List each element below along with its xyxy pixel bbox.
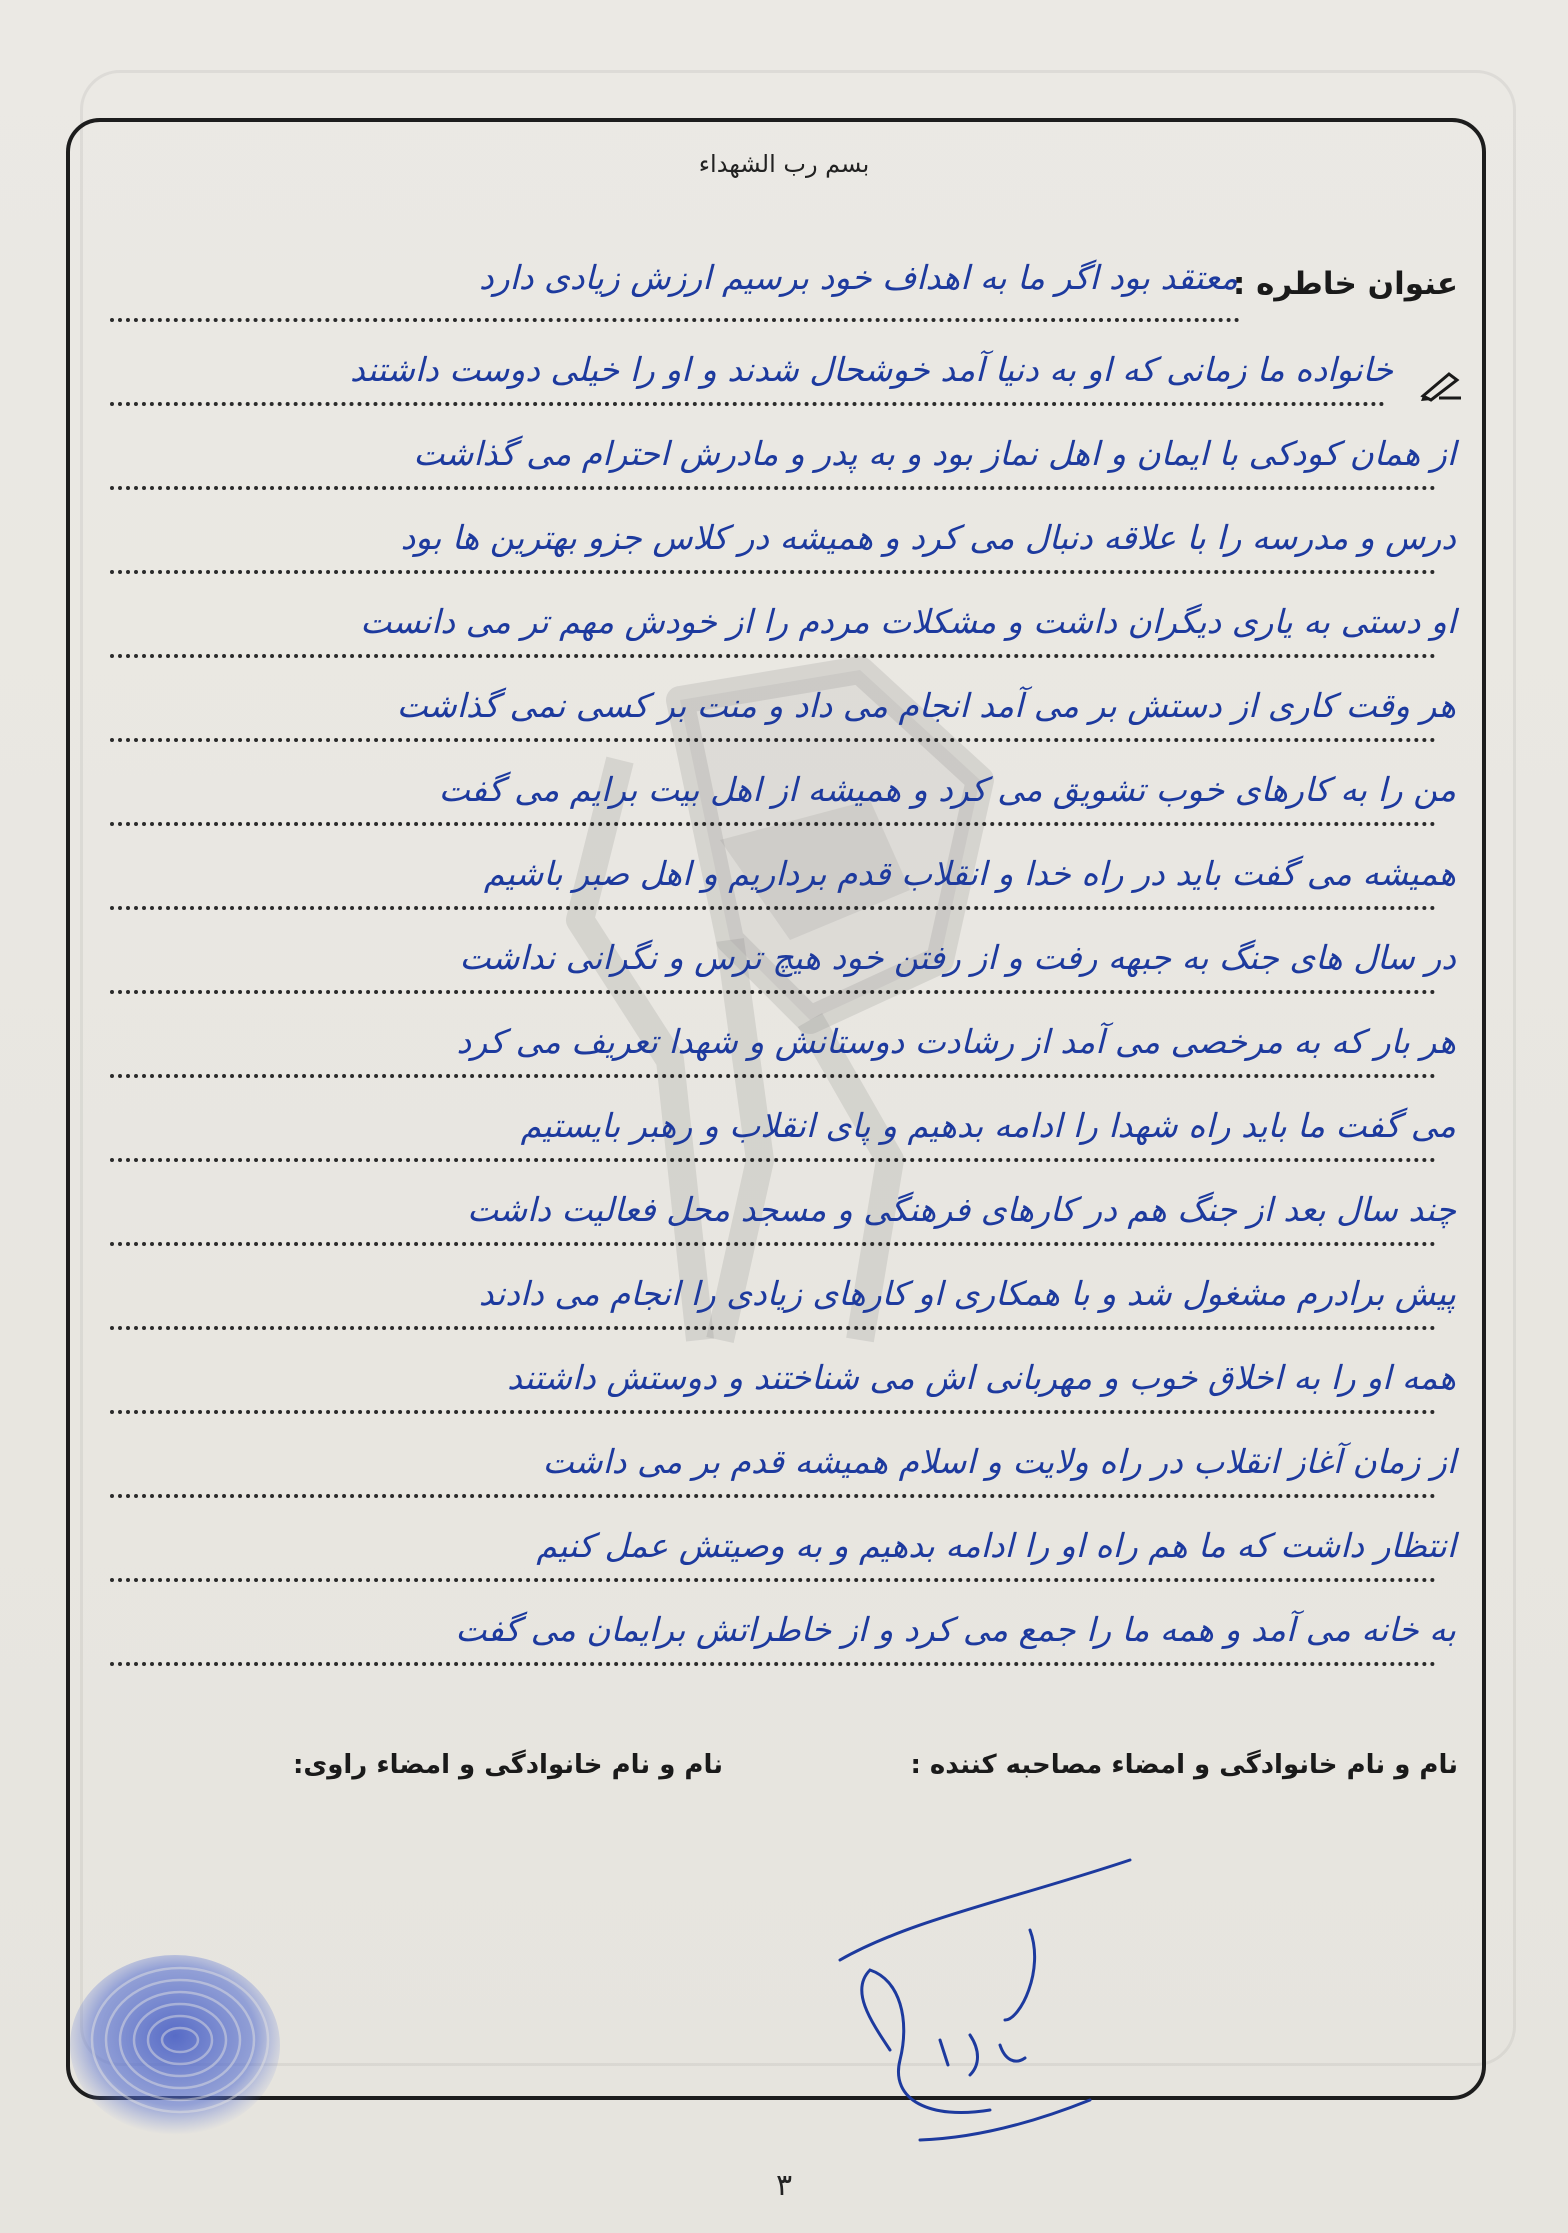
dotted-line [110,1074,1436,1078]
dotted-line [110,990,1436,994]
handwritten-line: از زمان آغاز انقلاب در راه ولایت و اسلام همیشه قدم بر می داشت [542,1442,1456,1481]
handwritten-line: همه او را به اخلاق خوب و مهربانی اش می شناختند و دوستش داشتند [507,1358,1456,1397]
narrator-signature-label: نام و نام خانوادگی و امضاء راوی: [293,1750,723,1780]
pen-icon [1419,368,1463,402]
handwritten-line: انتظار داشت که ما هم راه او را ادامه بدهیم و به وصیتش عمل کنیم [536,1526,1456,1565]
dotted-line [110,1494,1436,1498]
page-number: ۳ [775,2168,793,2203]
memory-title-label: عنوان خاطره : [1232,266,1458,302]
dotted-line [110,402,1385,406]
dotted-line [110,1326,1436,1330]
page-header: بسم رب الشهداء [698,150,870,178]
dotted-line [110,822,1436,826]
dotted-line [110,1242,1436,1246]
handwritten-line: به خانه می آمد و همه ما را جمع می کرد و از خاطراتش برایمان می گفت [455,1610,1456,1649]
memory-title-value: معتقد بود اگر ما به اهداف خود برسیم ارزش زیادی دارد [479,258,1238,297]
title-dotted-line [110,318,1240,322]
handwritten-line: از همان کودکی با ایمان و اهل نماز بود و به پدر و مادرش احترام می گذاشت [413,434,1456,473]
handwritten-line: من را به کارهای خوب تشویق می کرد و همیشه از اهل بیت برایم می گفت [438,770,1456,809]
handwritten-line: درس و مدرسه را با علاقه دنبال می کرد و همیشه در کلاس جزو بهترین ها بود [400,518,1456,557]
dotted-line [110,1662,1436,1666]
interviewer-signature-label: نام و نام خانوادگی و امضاء مصاحبه کننده : [910,1750,1458,1780]
handwritten-line: چند سال بعد از جنگ هم در کارهای فرهنگی و مسجد محل فعالیت داشت [467,1190,1456,1229]
dotted-line [110,906,1436,910]
handwritten-line: پیش برادرم مشغول شد و با همکاری او کارهای زیادی را انجام می دادند [478,1274,1456,1313]
dotted-line [110,1578,1436,1582]
handwritten-line: در سال های جنگ به جبهه رفت و از رفتن خود هیچ ترس و نگرانی نداشت [459,938,1456,977]
dotted-line [110,486,1436,490]
handwritten-line: هر وقت کاری از دستش بر می آمد انجام می داد و منت بر کسی نمی گذاشت [396,686,1456,725]
handwritten-line: می گفت ما باید راه شهدا را ادامه بدهیم و پای انقلاب و رهبر بایستیم [520,1106,1456,1145]
dotted-line [110,738,1436,742]
handwritten-line: هر بار که به مرخصی می آمد از رشادت دوستانش و شهدا تعریف می کرد [456,1022,1456,1061]
dotted-line [110,1410,1436,1414]
dotted-line [110,654,1436,658]
interviewer-signature [830,1820,1150,2160]
handwritten-line: همیشه می گفت باید در راه خدا و انقلاب قدم برداریم و اهل صبر باشیم [483,854,1456,893]
handwritten-line: او دستی به یاری دیگران داشت و مشکلات مردم را از خودش مهم تر می دانست [360,602,1456,641]
fingerprint-stamp [55,1950,285,2150]
handwritten-line: خانواده ما زمانی که او به دنیا آمد خوشحال شدند و او را خیلی دوست داشتند [350,350,1393,389]
dotted-line [110,1158,1436,1162]
dotted-line [110,570,1436,574]
